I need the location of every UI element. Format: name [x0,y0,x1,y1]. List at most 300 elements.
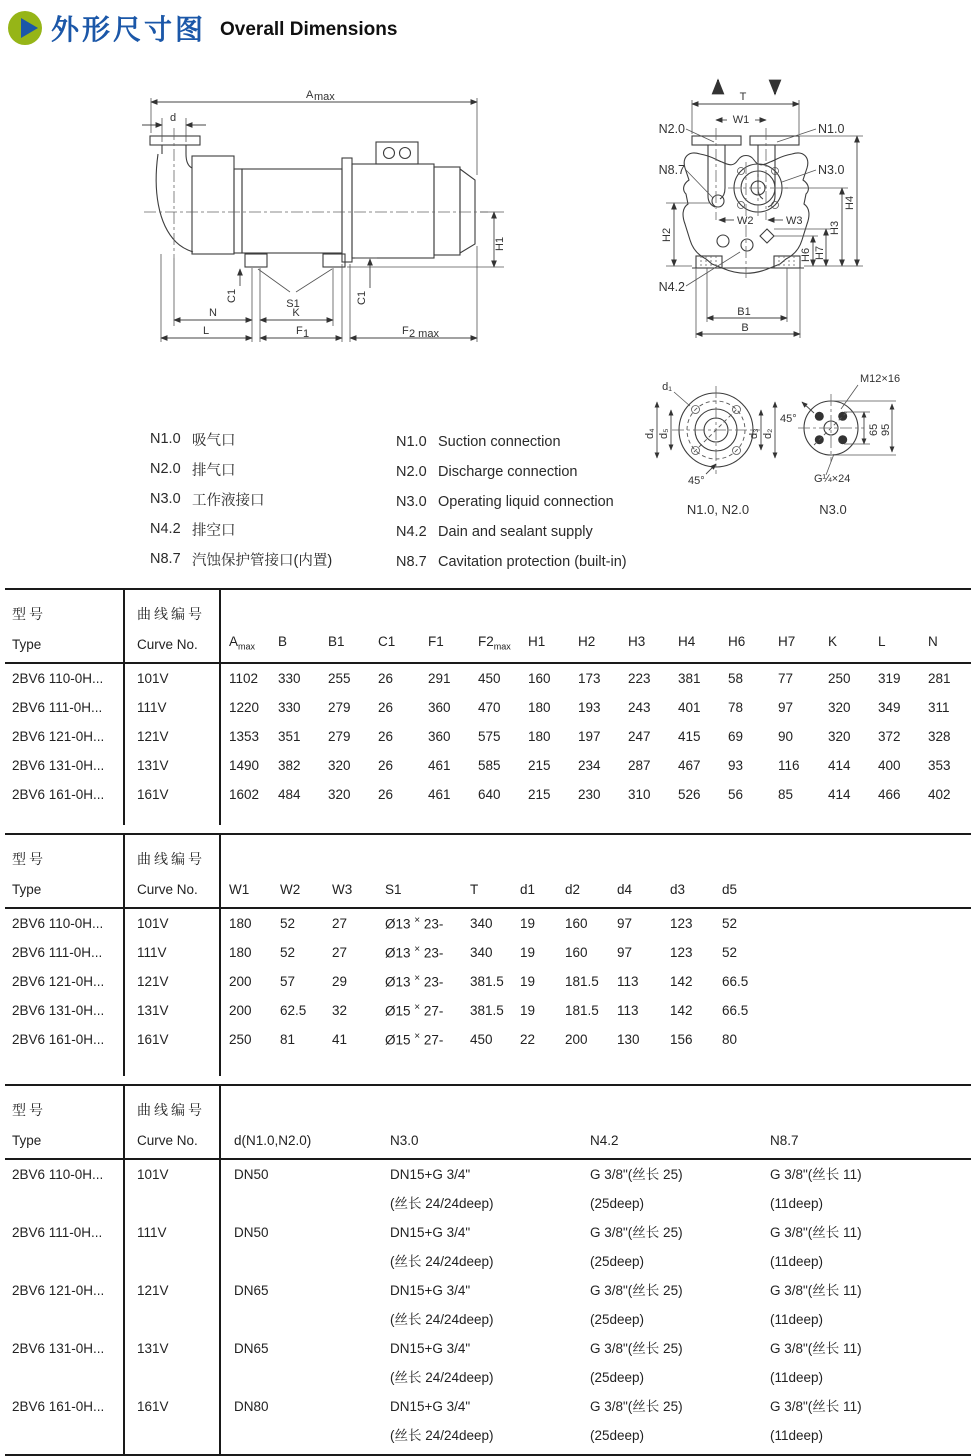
value-cell-s1: Ø13 × 23- [385,973,444,990]
dim-label-d: d [170,112,177,124]
legend-label: Dain and sealant supply [438,524,593,540]
value-cell: 93 [728,758,744,773]
curve-header: 曲线编号 Curve No. [124,589,220,663]
table-row [5,938,971,967]
model-type-cell: 2BV6 110-0H... [5,1159,124,1218]
legend-code: N2.0 [150,461,181,477]
value-cell: 19 [520,945,536,960]
column-header: d(N1.0,N2.0) [234,1133,312,1148]
value-cell: 340 [470,916,493,931]
value-cell: 85 [778,787,794,802]
curve-header: 曲线编号 Curve No. [124,834,220,908]
page-title-en: Overall Dimensions [220,19,398,40]
value-cell: 180 [229,945,252,960]
value-cell-s1: Ø13 × 23- [385,915,444,932]
value-cell: 215 [528,787,551,802]
value-cell: 142 [670,1003,693,1018]
value-cell: 58 [728,671,744,686]
value-cell: 197 [578,729,601,744]
value-cell-n42: G 3/8"(丝长 25) (25deep) [590,1399,683,1443]
dim-label-d4: d₄ [644,428,656,439]
value-cell: 41 [332,1032,348,1047]
value-cell: 279 [328,729,351,744]
value-cell: 181.5 [565,974,599,989]
dim-label-n: N [209,307,217,319]
dim-label-g-thread: G¼×24 [814,473,851,485]
value-cell: 97 [778,700,794,715]
value-cell: 142 [670,974,693,989]
value-cell-n30: DN15+G 3/4" (丝长 24/24deep) [390,1283,494,1327]
value-cell: 360 [428,700,451,715]
dimensions-table-2 [5,833,971,1076]
value-cell-n42: G 3/8"(丝长 25) (25deep) [590,1283,683,1327]
value-cell-s1: Ø13 × 23- [385,944,444,961]
legend-row [396,487,627,517]
value-cell: 1602 [229,787,260,802]
value-cell: 382 [278,758,301,773]
column-header: S1 [385,882,402,897]
table-row [5,1392,971,1450]
model-type-cell: 2BV6 161-0H... [5,780,124,809]
legend-code: N8.7 [150,551,181,567]
value-cell: 575 [478,729,501,744]
curve-no-cell: 121V [124,722,220,751]
dim-label-m12: M12×16 [860,373,901,385]
legend-label: 吸气口 [192,432,236,449]
value-cell-n87: G 3/8"(丝长 11) (11deep) [770,1167,862,1211]
dim-label-c1-left: C1 [226,288,238,303]
value-cell: 52 [722,916,738,931]
value-cell: 160 [565,916,588,931]
value-cell: 52 [280,916,296,931]
value-cell: 181.5 [565,1003,599,1018]
value-cell: 215 [528,758,551,773]
legend-label: Operating liquid connection [438,494,614,510]
column-header: d5 [722,882,738,897]
model-type-cell: 2BV6 131-0H... [5,996,124,1025]
legend-label: Cavitation protection (built-in) [438,554,627,570]
dim-label-d5: d₅ [658,428,670,439]
legend-row [396,427,627,457]
dim-label-k: K [292,307,300,319]
curve-no-cell: 161V [124,1025,220,1054]
table-row [5,1025,971,1054]
value-cell: 402 [928,787,951,802]
value-cell: 22 [520,1032,536,1047]
value-cell: 319 [878,671,901,686]
dim-label-h7: H7 [814,245,826,260]
dim-label-t: T [739,91,747,103]
dim-label-c1-right: C1 [356,290,368,305]
value-cell: 180 [528,729,551,744]
value-cell: 349 [878,700,901,715]
column-header: N4.2 [590,1133,619,1148]
value-cell: 243 [628,700,651,715]
column-header: $A_{max}$ [229,634,256,652]
value-cell: 57 [280,974,296,989]
column-header: F1 [428,634,444,650]
legend-en [396,427,627,577]
port-label-n20: N2.0 [658,122,685,136]
value-cell: 69 [728,729,744,744]
value-cell: 193 [578,700,601,715]
legend-row [150,454,332,484]
value-cell: 27 [332,945,348,960]
value-cell: 287 [628,758,651,773]
value-cell: 320 [328,758,351,773]
value-cell-n87: G 3/8"(丝长 11) (11deep) [770,1225,862,1269]
value-cell: 130 [617,1032,640,1047]
value-cell: 372 [878,729,901,744]
legend-label: 工作液接口 [192,492,265,509]
table-row [5,663,971,693]
legend-code: N4.2 [150,521,181,537]
table-row [5,1334,971,1392]
value-cell: 26 [378,671,394,686]
value-cell-n42: G 3/8"(丝长 25) (25deep) [590,1167,683,1211]
value-cell: 330 [278,671,301,686]
value-cell: 180 [229,916,252,931]
flange-detail-n30 [780,373,900,517]
dim-label-amax-sub: max [314,91,335,103]
value-cell: 320 [328,787,351,802]
value-cell: 279 [328,700,351,715]
column-header: L [878,634,886,650]
legend-row [150,484,332,514]
value-cell: 19 [520,974,536,989]
value-cell: 450 [470,1032,493,1047]
side-dimension-labels [170,89,506,340]
value-cell: 78 [728,700,744,715]
value-cell: 351 [278,729,301,744]
dim-label-b: B [741,322,749,334]
value-cell: 1102 [229,671,259,686]
legend-zh [150,424,332,574]
value-cell: 27 [332,916,348,931]
flow-direction-arrows [718,80,775,94]
legend-row [396,547,627,577]
type-header: 型号 Type [5,589,124,663]
legend-label: Discharge connection [438,464,578,480]
value-cell: 450 [478,671,501,686]
model-type-cell: 2BV6 111-0H... [5,1218,124,1276]
value-cell: 640 [478,787,501,802]
model-type-cell: 2BV6 111-0H... [5,938,124,967]
value-cell-n30: DN15+G 3/4" (丝长 24/24deep) [390,1225,494,1269]
value-cell-d: DN50 [234,1225,269,1240]
model-type-cell: 2BV6 161-0H... [5,1025,124,1054]
column-header: T [470,882,479,897]
column-header: $F2_{max}$ [478,634,511,652]
table-row [5,722,971,751]
column-header: H3 [628,634,646,650]
value-cell-n87: G 3/8"(丝长 11) (11deep) [770,1283,862,1327]
curve-no-cell: 121V [124,1276,220,1334]
value-cell: 320 [828,700,851,715]
table-row [5,1276,971,1334]
connection-detail-drawings [630,360,976,530]
value-cell: 320 [828,729,851,744]
column-header: H7 [778,634,796,650]
value-cell: 400 [878,758,901,773]
column-header: d3 [670,882,686,897]
value-cell: 310 [628,787,651,802]
dim-label-amax: A [306,89,314,101]
value-cell: 113 [617,974,639,989]
value-cell: 26 [378,700,394,715]
value-cell: 1220 [229,700,260,715]
model-type-cell: 2BV6 110-0H... [5,908,124,938]
column-header: W2 [280,882,301,897]
dim-label-l: L [202,325,210,337]
legend-row [150,424,332,454]
legend-row [396,517,627,547]
dim-label-f2max-sub: 2 max [409,328,439,340]
model-type-cell: 2BV6 121-0H... [5,1276,124,1334]
value-cell: 113 [617,1003,639,1018]
table-row [5,780,971,809]
column-header: W3 [332,882,353,897]
value-cell: 200 [565,1032,588,1047]
value-cell: 97 [617,916,633,931]
table-row [5,996,971,1025]
legend-label: 汽蚀保护管接口(内置) [192,552,333,569]
dim-label-65: 65 [868,423,880,436]
legend-row [150,544,332,574]
value-cell: 180 [528,700,551,715]
value-cell: 467 [678,758,701,773]
curve-no-cell: 111V [124,938,220,967]
value-cell: 66.5 [722,1003,749,1018]
value-cell: 97 [617,945,633,960]
value-cell: 526 [678,787,701,802]
section-header [8,8,397,48]
curve-no-cell: 131V [124,751,220,780]
column-header: H2 [578,634,596,650]
dimensions-table-3 [5,1084,971,1456]
value-cell: 123 [670,945,693,960]
value-cell: 26 [378,787,394,802]
column-header: H6 [728,634,746,650]
legend-row [396,457,627,487]
model-type-cell: 2BV6 131-0H... [5,751,124,780]
column-header: d2 [565,882,581,897]
side-dimension-lines [142,98,504,342]
value-cell-n30: DN15+G 3/4" (丝长 24/24deep) [390,1167,494,1211]
dim-label-b1: B1 [737,306,751,318]
column-header: B1 [328,634,345,650]
model-type-cell: 2BV6 111-0H... [5,693,124,722]
value-cell: 466 [878,787,901,802]
value-cell: 414 [828,787,851,802]
dim-label-f1: F [296,325,303,337]
type-header: 型号 Type [5,1085,124,1159]
column-header: C1 [378,634,396,650]
table-row [5,1218,971,1276]
value-cell: 328 [928,729,951,744]
curve-no-cell: 131V [124,996,220,1025]
value-cell: 401 [678,700,701,715]
value-cell: 160 [528,671,551,686]
detail-caption-n10-n20: N1.0, N2.0 [686,502,750,517]
dim-label-h4: H4 [844,195,856,210]
curve-no-cell: 101V [124,663,220,693]
value-cell: 32 [332,1003,348,1018]
value-cell: 26 [378,758,394,773]
value-cell: 1490 [229,758,260,773]
value-cell: 291 [428,671,451,686]
value-cell: 311 [928,700,950,715]
value-cell: 200 [229,1003,252,1018]
curve-no-cell: 161V [124,780,220,809]
curve-no-cell: 131V [124,1334,220,1392]
value-cell-s1: Ø15 × 27- [385,1031,444,1048]
dim-label-w1: W1 [732,114,750,126]
value-cell-n87: G 3/8"(丝长 11) (11deep) [770,1399,862,1443]
value-cell: 62.5 [280,1003,307,1018]
legend-label: 排气口 [192,462,236,479]
legend-label: 排空口 [192,522,236,539]
column-header: d1 [520,882,536,897]
value-cell-n42: G 3/8"(丝长 25) (25deep) [590,1341,683,1385]
curve-header: 曲线编号 Curve No. [124,1085,220,1159]
dim-label-d2: d₂ [762,428,774,439]
dimensions-table-1 [5,588,971,825]
value-cell: 470 [478,700,501,715]
value-cell: 461 [428,787,451,802]
value-cell: 255 [328,671,351,686]
dim-label-95: 95 [880,423,892,436]
column-header: d4 [617,882,633,897]
dim-label-d3: d₃ [748,428,760,439]
dimension-tables [5,588,971,1456]
column-header: H4 [678,634,696,650]
dim-label-f1-sub: 1 [303,328,310,340]
value-cell: 230 [578,787,601,802]
value-cell: 77 [778,671,794,686]
side-view-drawing [130,70,550,360]
column-header: W1 [229,882,250,897]
value-cell-d: DN65 [234,1341,269,1356]
value-cell: 116 [778,758,800,773]
value-cell: 56 [728,787,744,802]
value-cell: 90 [778,729,794,744]
play-triangle-icon [21,18,38,38]
legend-code: N4.2 [396,524,427,540]
dim-label-h2: H2 [661,227,673,242]
curve-no-cell: 111V [124,1218,220,1276]
legend-code: N3.0 [150,491,181,507]
legend-row [150,514,332,544]
section-bullet-icon [8,11,42,45]
value-cell: 26 [378,729,394,744]
table-row [5,751,971,780]
dim-label-w2: W2 [737,215,754,227]
value-cell: 250 [229,1032,252,1047]
value-cell: 353 [928,758,951,773]
value-cell-d: DN50 [234,1167,269,1182]
dim-label-s1: S1 [286,298,300,310]
legend-code: N1.0 [396,434,427,450]
type-header: 型号 Type [5,834,124,908]
value-cell: 156 [670,1032,693,1047]
value-cell: 80 [722,1032,738,1047]
value-cell: 223 [628,671,651,686]
value-cell: 52 [722,945,738,960]
column-header: K [828,634,838,650]
value-cell-n42: G 3/8"(丝长 25) (25deep) [590,1225,683,1269]
value-cell: 484 [278,787,301,802]
legend-code: N8.7 [396,554,427,570]
value-cell: 29 [332,974,348,989]
legend-label: Suction connection [438,434,561,450]
value-cell: 381 [678,671,701,686]
model-type-cell: 2BV6 161-0H... [5,1392,124,1450]
value-cell: 66.5 [722,974,749,989]
value-cell-s1: Ø15 × 27- [385,1002,444,1019]
dim-label-d1: d₁ [662,381,672,393]
value-cell: 19 [520,916,536,931]
value-cell-n30: DN15+G 3/4" (丝长 24/24deep) [390,1341,494,1385]
model-type-cell: 2BV6 121-0H... [5,967,124,996]
legend-code: N3.0 [396,494,427,510]
dim-label-f2max: F [402,325,409,337]
value-cell: 360 [428,729,451,744]
port-label-n30: N3.0 [818,163,845,177]
table-row [5,967,971,996]
pump-outline [144,128,488,267]
model-type-cell: 2BV6 131-0H... [5,1334,124,1392]
value-cell: 415 [678,729,701,744]
value-cell-n30: DN15+G 3/4" (丝长 24/24deep) [390,1399,494,1443]
legend-code: N1.0 [150,431,181,447]
dim-label-h6: H6 [800,247,812,262]
value-cell: 381.5 [470,1003,504,1018]
detail-caption-n30: N3.0 [819,502,847,517]
value-cell: 19 [520,1003,536,1018]
column-header: N8.7 [770,1133,799,1148]
value-cell-n87: G 3/8"(丝长 11) (11deep) [770,1341,862,1385]
table-row [5,693,971,722]
value-cell: 414 [828,758,851,773]
page-title-zh: 外形尺寸图 [51,14,207,45]
value-cell: 160 [565,945,588,960]
model-type-cell: 2BV6 121-0H... [5,722,124,751]
value-cell: 281 [928,671,951,686]
value-cell: 173 [578,671,601,686]
curve-no-cell: 101V [124,908,220,938]
curve-no-cell: 101V [124,1159,220,1218]
dim-label-45-left: 45° [688,475,705,487]
port-label-n42: N4.2 [658,280,685,294]
flange-detail-n10-n20 [644,381,775,517]
curve-no-cell: 121V [124,967,220,996]
value-cell: 461 [428,758,451,773]
value-cell: 123 [670,916,693,931]
port-label-n10: N1.0 [818,122,845,136]
model-type-cell: 2BV6 110-0H... [5,663,124,693]
curve-no-cell: 161V [124,1392,220,1450]
dim-label-w3: W3 [786,215,803,227]
port-label-n87: N8.7 [658,163,685,177]
value-cell-d: DN65 [234,1283,269,1298]
column-header: B [278,634,288,650]
dim-label-h3: H3 [829,220,841,235]
column-header: N [928,634,938,650]
curve-no-cell: 111V [124,693,220,722]
value-cell: 250 [828,671,851,686]
front-view-drawing [630,70,976,360]
